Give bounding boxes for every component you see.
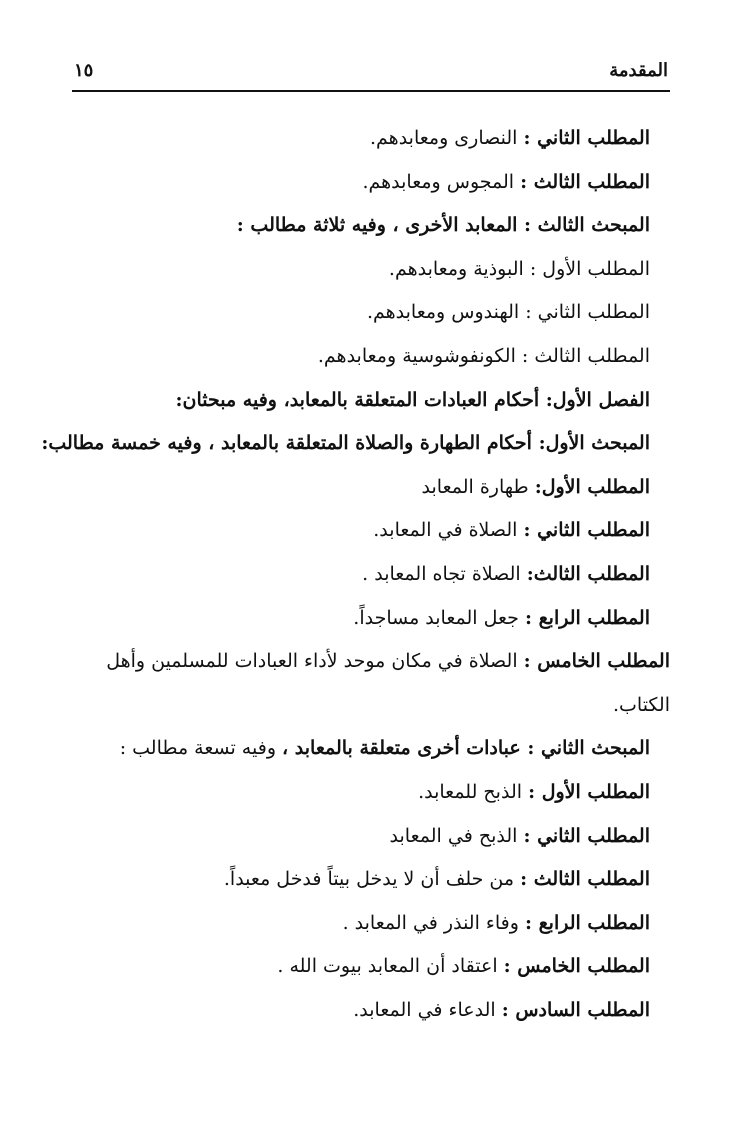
toc-label: الفصل الأول: أحكام العبادات المتعلقة بالمعابد، وفيه مبحثان: bbox=[175, 388, 650, 411]
toc-text: المطلب الأول : البوذية ومعابدهم. bbox=[388, 257, 650, 280]
page-header bbox=[72, 58, 670, 92]
toc-text: المجوس ومعابدهم. bbox=[362, 170, 521, 193]
toc-line bbox=[72, 989, 650, 1033]
toc-text: الصلاة في مكان موحد لأداء العبادات للمسلمين وأهل الكتاب. bbox=[106, 650, 670, 716]
toc-label: المطلب الرابع : bbox=[524, 606, 650, 629]
toc-line bbox=[72, 509, 650, 553]
toc-label: المطلب الرابع : bbox=[524, 911, 650, 934]
toc-text: طهارة المعابد bbox=[421, 475, 535, 498]
toc-line bbox=[72, 117, 650, 161]
toc-label: المبحث الثاني : عبادات أخرى متعلقة بالمعابد ، bbox=[282, 737, 650, 760]
toc-line bbox=[41, 422, 650, 466]
toc-text: النصارى ومعابدهم. bbox=[369, 127, 524, 149]
toc-label: المطلب الخامس : bbox=[523, 650, 670, 673]
toc-line bbox=[72, 466, 650, 510]
toc-line bbox=[72, 291, 650, 335]
toc-label: المطلب الثاني : bbox=[523, 127, 650, 149]
toc-line bbox=[72, 335, 650, 379]
toc-label: المطلب السادس : bbox=[501, 998, 650, 1021]
page-number: ١٥ bbox=[74, 60, 94, 81]
toc-text: الذبح للمعابد. bbox=[418, 780, 529, 803]
toc-label: المطلب الثالث: bbox=[526, 562, 650, 585]
toc-label: المطلب الأول : bbox=[528, 780, 650, 803]
toc-line bbox=[72, 597, 650, 641]
toc-label: المبحث الأول: أحكام الطهارة والصلاة المتعلقة بالمعابد ، وفيه خمسة مطالب: bbox=[41, 432, 650, 455]
toc-text: المطلب الثاني : الهندوس ومعابدهم. bbox=[366, 301, 650, 324]
toc-line bbox=[72, 815, 650, 859]
toc-text: المطلب الثالث : الكونفوشوسية ومعابدهم. bbox=[317, 344, 650, 367]
toc-text: جعل المعابد مساجداً. bbox=[353, 606, 525, 629]
toc-label: المطلب الثاني : bbox=[523, 824, 650, 847]
table-of-contents bbox=[41, 117, 670, 1032]
toc-line bbox=[72, 640, 670, 727]
toc-text: اعتقاد أن المعابد بيوت الله . bbox=[277, 955, 504, 978]
toc-text: الصلاة تجاه المعابد . bbox=[362, 562, 527, 585]
toc-line bbox=[72, 161, 650, 205]
toc-line bbox=[72, 771, 650, 815]
toc-line bbox=[72, 945, 650, 989]
toc-text: وفاء النذر في المعابد . bbox=[342, 911, 525, 934]
toc-text: الذبح في المعابد bbox=[389, 824, 524, 847]
toc-label: المطلب الخامس : bbox=[503, 955, 650, 978]
toc-line bbox=[72, 902, 650, 946]
toc-label: المطلب الثالث : bbox=[520, 170, 650, 193]
toc-line bbox=[72, 858, 650, 902]
chapter-title: المقدمة bbox=[609, 60, 668, 81]
toc-label: المطلب الثاني : bbox=[523, 519, 650, 542]
toc-line bbox=[72, 553, 650, 597]
toc-text: من حلف أن لا يدخل بيتاً فدخل معبداً. bbox=[223, 868, 521, 891]
toc-line bbox=[72, 204, 650, 248]
toc-text: وفيه تسعة مطالب : bbox=[119, 737, 283, 760]
toc-line bbox=[72, 379, 650, 423]
toc-line bbox=[72, 248, 650, 292]
toc-line bbox=[72, 727, 650, 771]
toc-label: المطلب الثالث : bbox=[520, 868, 650, 891]
toc-label: المبحث الثالث : المعابد الأخرى ، وفيه ثلاثة مطالب : bbox=[236, 214, 650, 237]
toc-text: الدعاء في المعابد. bbox=[353, 998, 502, 1021]
toc-text: الصلاة في المعابد. bbox=[373, 519, 524, 542]
toc-label: المطلب الأول: bbox=[534, 475, 650, 498]
